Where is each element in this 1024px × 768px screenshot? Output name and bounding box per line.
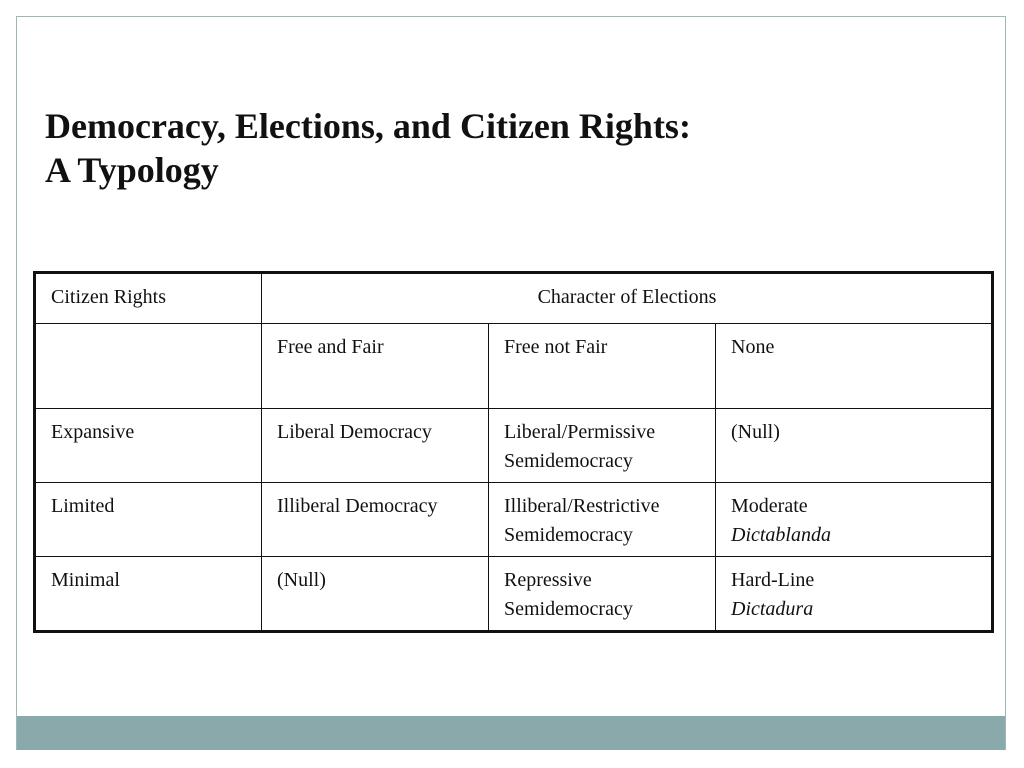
cell-none: [716, 483, 993, 557]
table-row: [35, 409, 993, 483]
cell-free-fair: (Null): [262, 557, 489, 632]
typology-table: [33, 271, 994, 633]
cell-line: Liberal/Permissive: [504, 421, 656, 443]
header-citizen-rights: Citizen Rights: [35, 273, 262, 324]
bottom-accent-bar: [17, 716, 1005, 750]
cell-free-fair: Liberal Democracy: [262, 409, 489, 483]
subheader-free-not-fair: Free not Fair: [489, 324, 716, 409]
cell-free-not-fair: [489, 409, 716, 483]
cell-none: [716, 409, 993, 483]
cell-free-fair: Illiberal Democracy: [262, 483, 489, 557]
slide-title: [45, 104, 945, 192]
header-character-of-elections: Character of Elections: [262, 273, 993, 324]
table-subheader-row: [35, 324, 993, 409]
cell-free-not-fair: [489, 483, 716, 557]
table-row: [35, 483, 993, 557]
cell-line-italic: Dictablanda: [731, 524, 831, 546]
cell-line: Semidemocracy: [504, 524, 633, 546]
cell-line: Hard-Line: [731, 569, 815, 591]
cell-line: Repressive: [504, 569, 592, 591]
subheader-free-and-fair: Free and Fair: [262, 324, 489, 409]
cell-none: [716, 557, 993, 632]
title-line-1: Democracy, Elections, and Citizen Rights:: [45, 106, 691, 146]
row-label-limited: Limited: [35, 483, 262, 557]
row-label-expansive: Expansive: [35, 409, 262, 483]
title-line-2: A Typology: [45, 150, 219, 190]
subheader-none: None: [716, 324, 993, 409]
cell-line: Illiberal/Restrictive: [504, 495, 660, 517]
table-row: [35, 557, 993, 632]
cell-line: Semidemocracy: [504, 598, 633, 620]
cell-line: Moderate: [731, 495, 808, 517]
table-header-row: [35, 273, 993, 324]
cell-line-italic: Dictadura: [731, 598, 814, 620]
subheader-empty: [35, 324, 262, 409]
cell-free-not-fair: [489, 557, 716, 632]
cell-line: (Null): [731, 421, 780, 443]
row-label-minimal: Minimal: [35, 557, 262, 632]
cell-line: Semidemocracy: [504, 450, 633, 472]
